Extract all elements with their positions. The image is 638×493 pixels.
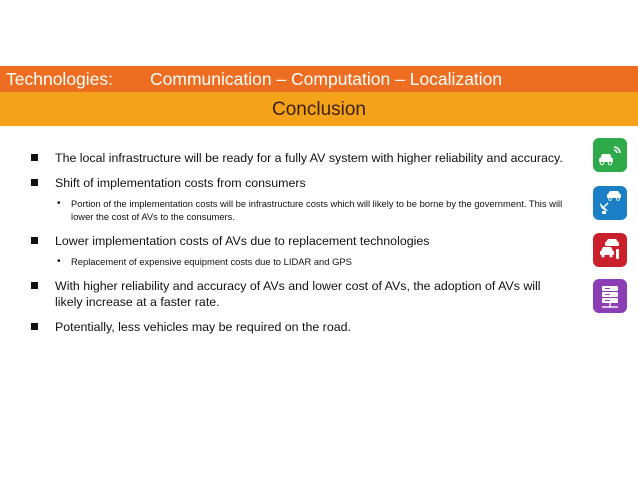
square-bullet-icon: [31, 179, 38, 186]
bullet-item: [31, 233, 571, 249]
header-technologies-label: Technologies:: [6, 69, 114, 89]
server-computation-icon: [593, 279, 627, 313]
traffic-cars-icon: [593, 233, 627, 267]
bullet-item: [31, 175, 571, 191]
square-bullet-icon: [31, 237, 38, 244]
bullet-text: The local infrastructure will be ready for a fully AV system with higher reliability and accuracy.: [55, 151, 563, 165]
satellite-car-icon: [593, 186, 627, 220]
bullet-item: [31, 319, 571, 335]
sub-bullet-text: Portion of the implementation costs will be infrastructure costs which will likely to be borne by the government. This will lower the cost of AVs to the consumers.: [71, 198, 563, 222]
bullet-item: [31, 278, 571, 310]
bullet-text: Lower implementation costs of AVs due to replacement technologies: [55, 234, 430, 248]
dot-bullet-icon: •: [57, 198, 61, 209]
dot-bullet-icon: •: [57, 256, 61, 267]
bullet-list: [31, 150, 571, 344]
slide-title: Conclusion: [272, 99, 366, 120]
header-topic-line: Communication – Computation – Localization: [150, 69, 503, 89]
sub-bullet-item: [31, 255, 571, 268]
square-bullet-icon: [31, 282, 38, 289]
bullet-item: [31, 150, 571, 166]
square-bullet-icon: [31, 154, 38, 161]
sub-bullet-item: [31, 197, 571, 223]
bullet-text: Shift of implementation costs from consumers: [55, 176, 306, 190]
connected-car-icon: [593, 138, 627, 172]
bullet-text: Potentially, less vehicles may be required on the road.: [55, 320, 351, 334]
bullet-text: With higher reliability and accuracy of AVs and lower cost of AVs, the adoption of AVs will likely increase at a faster rate.: [55, 279, 541, 309]
sub-bullet-text: Replacement of expensive equipment costs due to LIDAR and GPS: [71, 256, 352, 267]
square-bullet-icon: [31, 323, 38, 330]
